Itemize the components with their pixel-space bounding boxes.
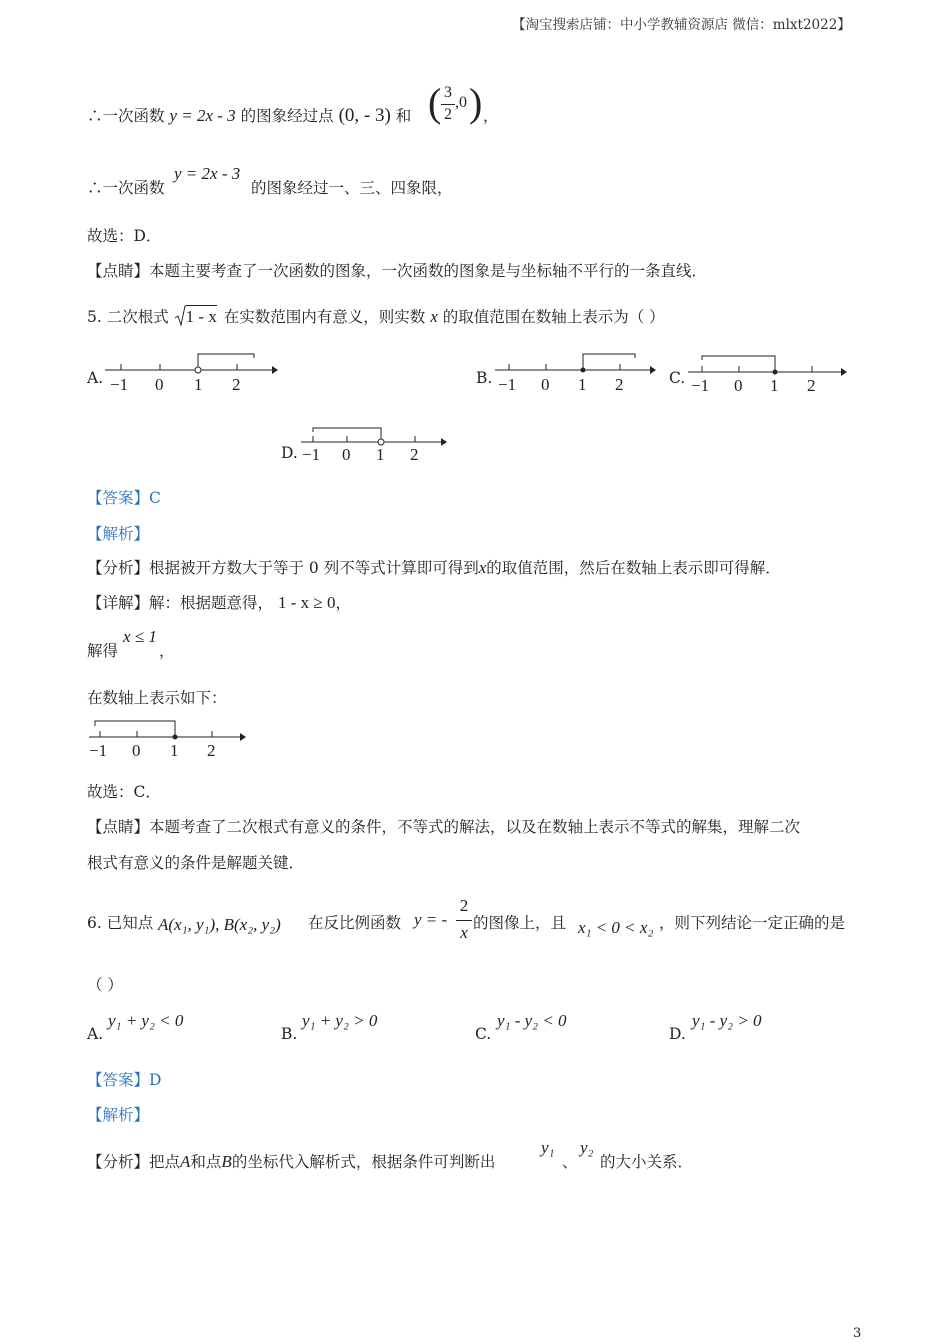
q6-func-lhs: y = - — [414, 910, 448, 929]
radical — [174, 307, 217, 327]
text: 5. 二次根式 — [87, 308, 169, 326]
page-header: 【淘宝搜索店铺：中小学教辅资源店 微信：mlxt2022】 — [512, 17, 851, 33]
q6-answer: 【答案】D — [87, 1071, 162, 1089]
tick-label: 0 — [342, 445, 351, 464]
tick-label: 1 — [578, 375, 587, 394]
radical-sign — [174, 305, 186, 327]
tick-label: −1 — [691, 376, 710, 395]
text: 【详解】解：根据题意得， — [87, 594, 274, 612]
q6-option-c-expr: y₁ - y₂ < 0 — [497, 1011, 567, 1030]
q6-frac-bar — [456, 920, 472, 921]
tick-label: 0 — [734, 376, 743, 395]
radicand: 1 - x — [185, 307, 217, 326]
math-function: y = 2x - 3 — [169, 106, 236, 125]
tick-label: −1 — [110, 375, 129, 394]
line-2-suffix: 的图象经过一、三、四象限， — [251, 179, 453, 197]
q6-option-d-label: D. — [669, 1025, 686, 1043]
q6-option-d-expr: y₁ - y₂ > 0 — [692, 1011, 762, 1030]
q6-option-b-expr: y₁ + y₂ > 0 — [302, 1011, 378, 1030]
variable: x — [478, 558, 487, 577]
tick-label: −1 — [89, 741, 108, 760]
answer-text: 【答案】C — [87, 489, 161, 507]
tick-label: 1 — [376, 445, 385, 464]
q6-analysis-tag: 【解析】 — [87, 1106, 150, 1124]
q6-option-a-expr: y₁ + y₂ < 0 — [108, 1011, 184, 1030]
q6-condition: x₁ < 0 < x₂ — [578, 918, 654, 937]
solution-number-line — [84, 714, 254, 764]
math-point: (0, - 3) — [338, 105, 391, 126]
tick-label: 2 — [232, 375, 241, 394]
tick-label: 2 — [410, 445, 419, 464]
q6-fenxi-end: 的大小关系． — [600, 1153, 694, 1171]
number-line-b — [490, 346, 660, 396]
variable: B — [221, 1152, 232, 1171]
variable: x — [430, 307, 438, 326]
q5-xiangjie — [87, 593, 351, 613]
q6-points: A(x₁, y₁), B(x₂, y₂) — [158, 915, 281, 934]
variable: A — [180, 1152, 191, 1171]
tick-label: 1 — [770, 376, 779, 395]
tick-label: 1 — [170, 741, 179, 760]
text: 的取值范围在数轴上表示为（ ） — [442, 308, 665, 326]
text: 在实数范围内有意义，则实数 — [223, 308, 426, 326]
line-4: 【点睛】本题主要考查了一次函数的图象，一次函数的图象是与坐标轴不平行的一条直线． — [87, 262, 708, 280]
q6-stem-d: ，则下列结论一定正确的是 — [659, 914, 846, 932]
q6-stem-c: 的图像上，且 — [473, 914, 567, 932]
q6-stem-b: 在反比例函数 — [308, 914, 402, 932]
comma: ， — [483, 107, 499, 125]
line-3: 故选：D． — [87, 227, 162, 245]
q6-frac-den: x — [460, 923, 468, 942]
text: 的取值范围，然后在数轴上表示即可得解． — [486, 559, 781, 577]
q5-option-a-label: A. — [87, 369, 104, 387]
q6-fenxi — [87, 1152, 495, 1172]
number-line-a — [100, 346, 280, 396]
separator: 、 — [562, 1153, 578, 1171]
q6-y2: y₂ — [580, 1138, 594, 1157]
text: 【分析】根据被开方数大于等于 0 列不等式计算即可得到 — [87, 559, 479, 577]
text: 和 — [395, 107, 412, 125]
tick-label: 2 — [807, 376, 816, 395]
math-inequality: 1 - x ≥ 0 — [277, 593, 336, 612]
tick-label: 1 — [194, 375, 203, 394]
q5-option-c-label: C. — [669, 369, 686, 387]
tick-label: 2 — [615, 375, 624, 394]
page-number: 3 — [853, 1326, 862, 1341]
line-1 — [87, 106, 411, 126]
q6-y1: y₁ — [541, 1138, 555, 1157]
comma: ， — [159, 642, 175, 660]
q6-option-b-label: B. — [281, 1025, 298, 1043]
q5-stem — [87, 307, 665, 327]
left-paren: ( — [428, 80, 442, 125]
text: 和点 — [190, 1153, 222, 1171]
q5-biaoshi: 在数轴上表示如下： — [87, 689, 227, 707]
q5-jiede: 解得 — [87, 642, 119, 660]
fraction-numerator: 3 — [444, 84, 452, 101]
line-2-prefix: ∴一次函数 — [87, 179, 165, 197]
fraction-denominator: 2 — [444, 106, 452, 123]
q5-choose: 故选：C． — [87, 783, 161, 801]
math-function: y = 2x - 3 — [174, 164, 241, 183]
tick-label: −1 — [498, 375, 517, 394]
q6-option-c-label: C. — [475, 1025, 492, 1043]
text: 的坐标代入解析式，根据条件可判断出 — [231, 1153, 496, 1171]
point-tail: ,0 — [455, 94, 467, 111]
q5-fenxi — [87, 558, 781, 578]
text: ∴一次函数 — [87, 107, 165, 125]
tick-label: 0 — [155, 375, 164, 394]
text: ， — [335, 594, 351, 612]
tick-label: 2 — [207, 741, 216, 760]
q6-option-a-label: A. — [87, 1025, 104, 1043]
math-solution: x ≤ 1 — [123, 627, 157, 646]
number-line-d — [296, 420, 456, 470]
tick-label: −1 — [302, 445, 321, 464]
fraction-bar — [441, 104, 455, 105]
q5-dianjing-1: 【点睛】本题考查了二次根式有意义的条件，不等式的解法，以及在数轴上表示不等式的解集，理解二次 — [87, 818, 801, 836]
q5-option-b-label: B. — [476, 369, 493, 387]
q6-stem-a: 6. 已知点 — [87, 914, 154, 932]
q5-dianjing-2: 根式有意义的条件是解题关键． — [87, 854, 305, 872]
text: 的图象经过点 — [240, 107, 334, 125]
number-line-c — [683, 346, 853, 396]
q5-option-d-label: D. — [281, 444, 298, 462]
q6-paren: （ ） — [87, 976, 123, 994]
q5-answer — [87, 488, 161, 508]
text: 【分析】把点 — [87, 1153, 181, 1171]
right-paren: ) — [469, 80, 483, 125]
q5-analysis-tag: 【解析】 — [87, 525, 150, 543]
tick-label: 0 — [541, 375, 550, 394]
tick-label: 0 — [132, 741, 141, 760]
q6-frac-num: 2 — [459, 896, 469, 915]
